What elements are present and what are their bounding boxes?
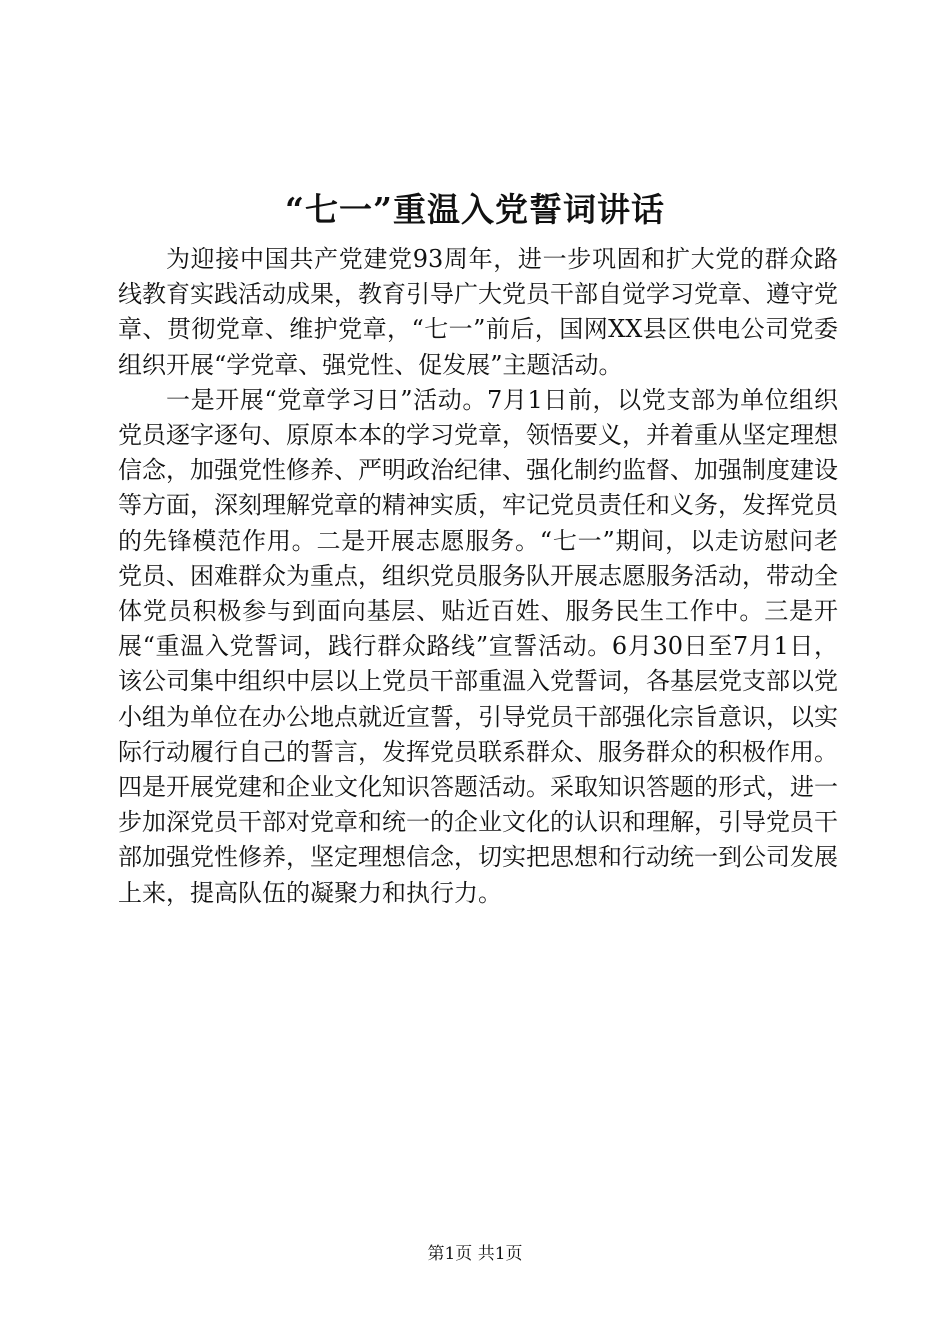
paragraph-intro: 为迎接中国共产党建党93周年，进一步巩固和扩大党的群众路线教育实践活动成果，教育引导广大党员干部自觉学习党章、遵守党章、贯彻党章、维护党章，“七一”前后，国网XX县区供电公司党委组织开展“学党章、强党性、促发展”主题活动。 (118, 245, 838, 379)
page-footer: 第1页 共1页 (427, 1244, 523, 1264)
paragraph-activities: 一是开展“党章学习日”活动。7月1日前，以党支部为单位组织党员逐字逐句、原原本本的学习党章，领悟要义，并着重从坚定理想信念，加强党性修养、严明政治纪律、强化制约监督、加强制度建设等方面，深刻理解党章的精神实质，牢记党员责任和义务，发挥党员的先锋模范作用。二是开展志愿服务。“七一”期间，以走访慰问老党员、困难群众为重点，组织党员服务队开展志愿服务活动，带动全体党员积极参与到面向基层、贴近百姓、服务民生工作中。三是开展“重温入党誓词，践行群众路线”宣誓活动。6月30日至7月1日，该公司集中组织中层以上党员干部重温入党誓词，各基层党支部以党小组为单位在办公地点就近宣誓，引导党员干部强化宗旨意识，以实际行动履行自己的誓言，发挥党员联系群众、服务群众的积极作用。四是开展党建和企业文化知识答题活动。采取知识答题的形式，进一步加深党员干部对党章和统一的企业文化的认识和理解，引导党员干部加强党性修养，坚定理想信念，切实把思想和行动统一到公司发展上来，提高队伍的凝聚力和执行力。 (118, 385, 838, 907)
document-title: “七一”重温入党誓词讲话 (285, 190, 665, 229)
document-body (118, 242, 838, 911)
